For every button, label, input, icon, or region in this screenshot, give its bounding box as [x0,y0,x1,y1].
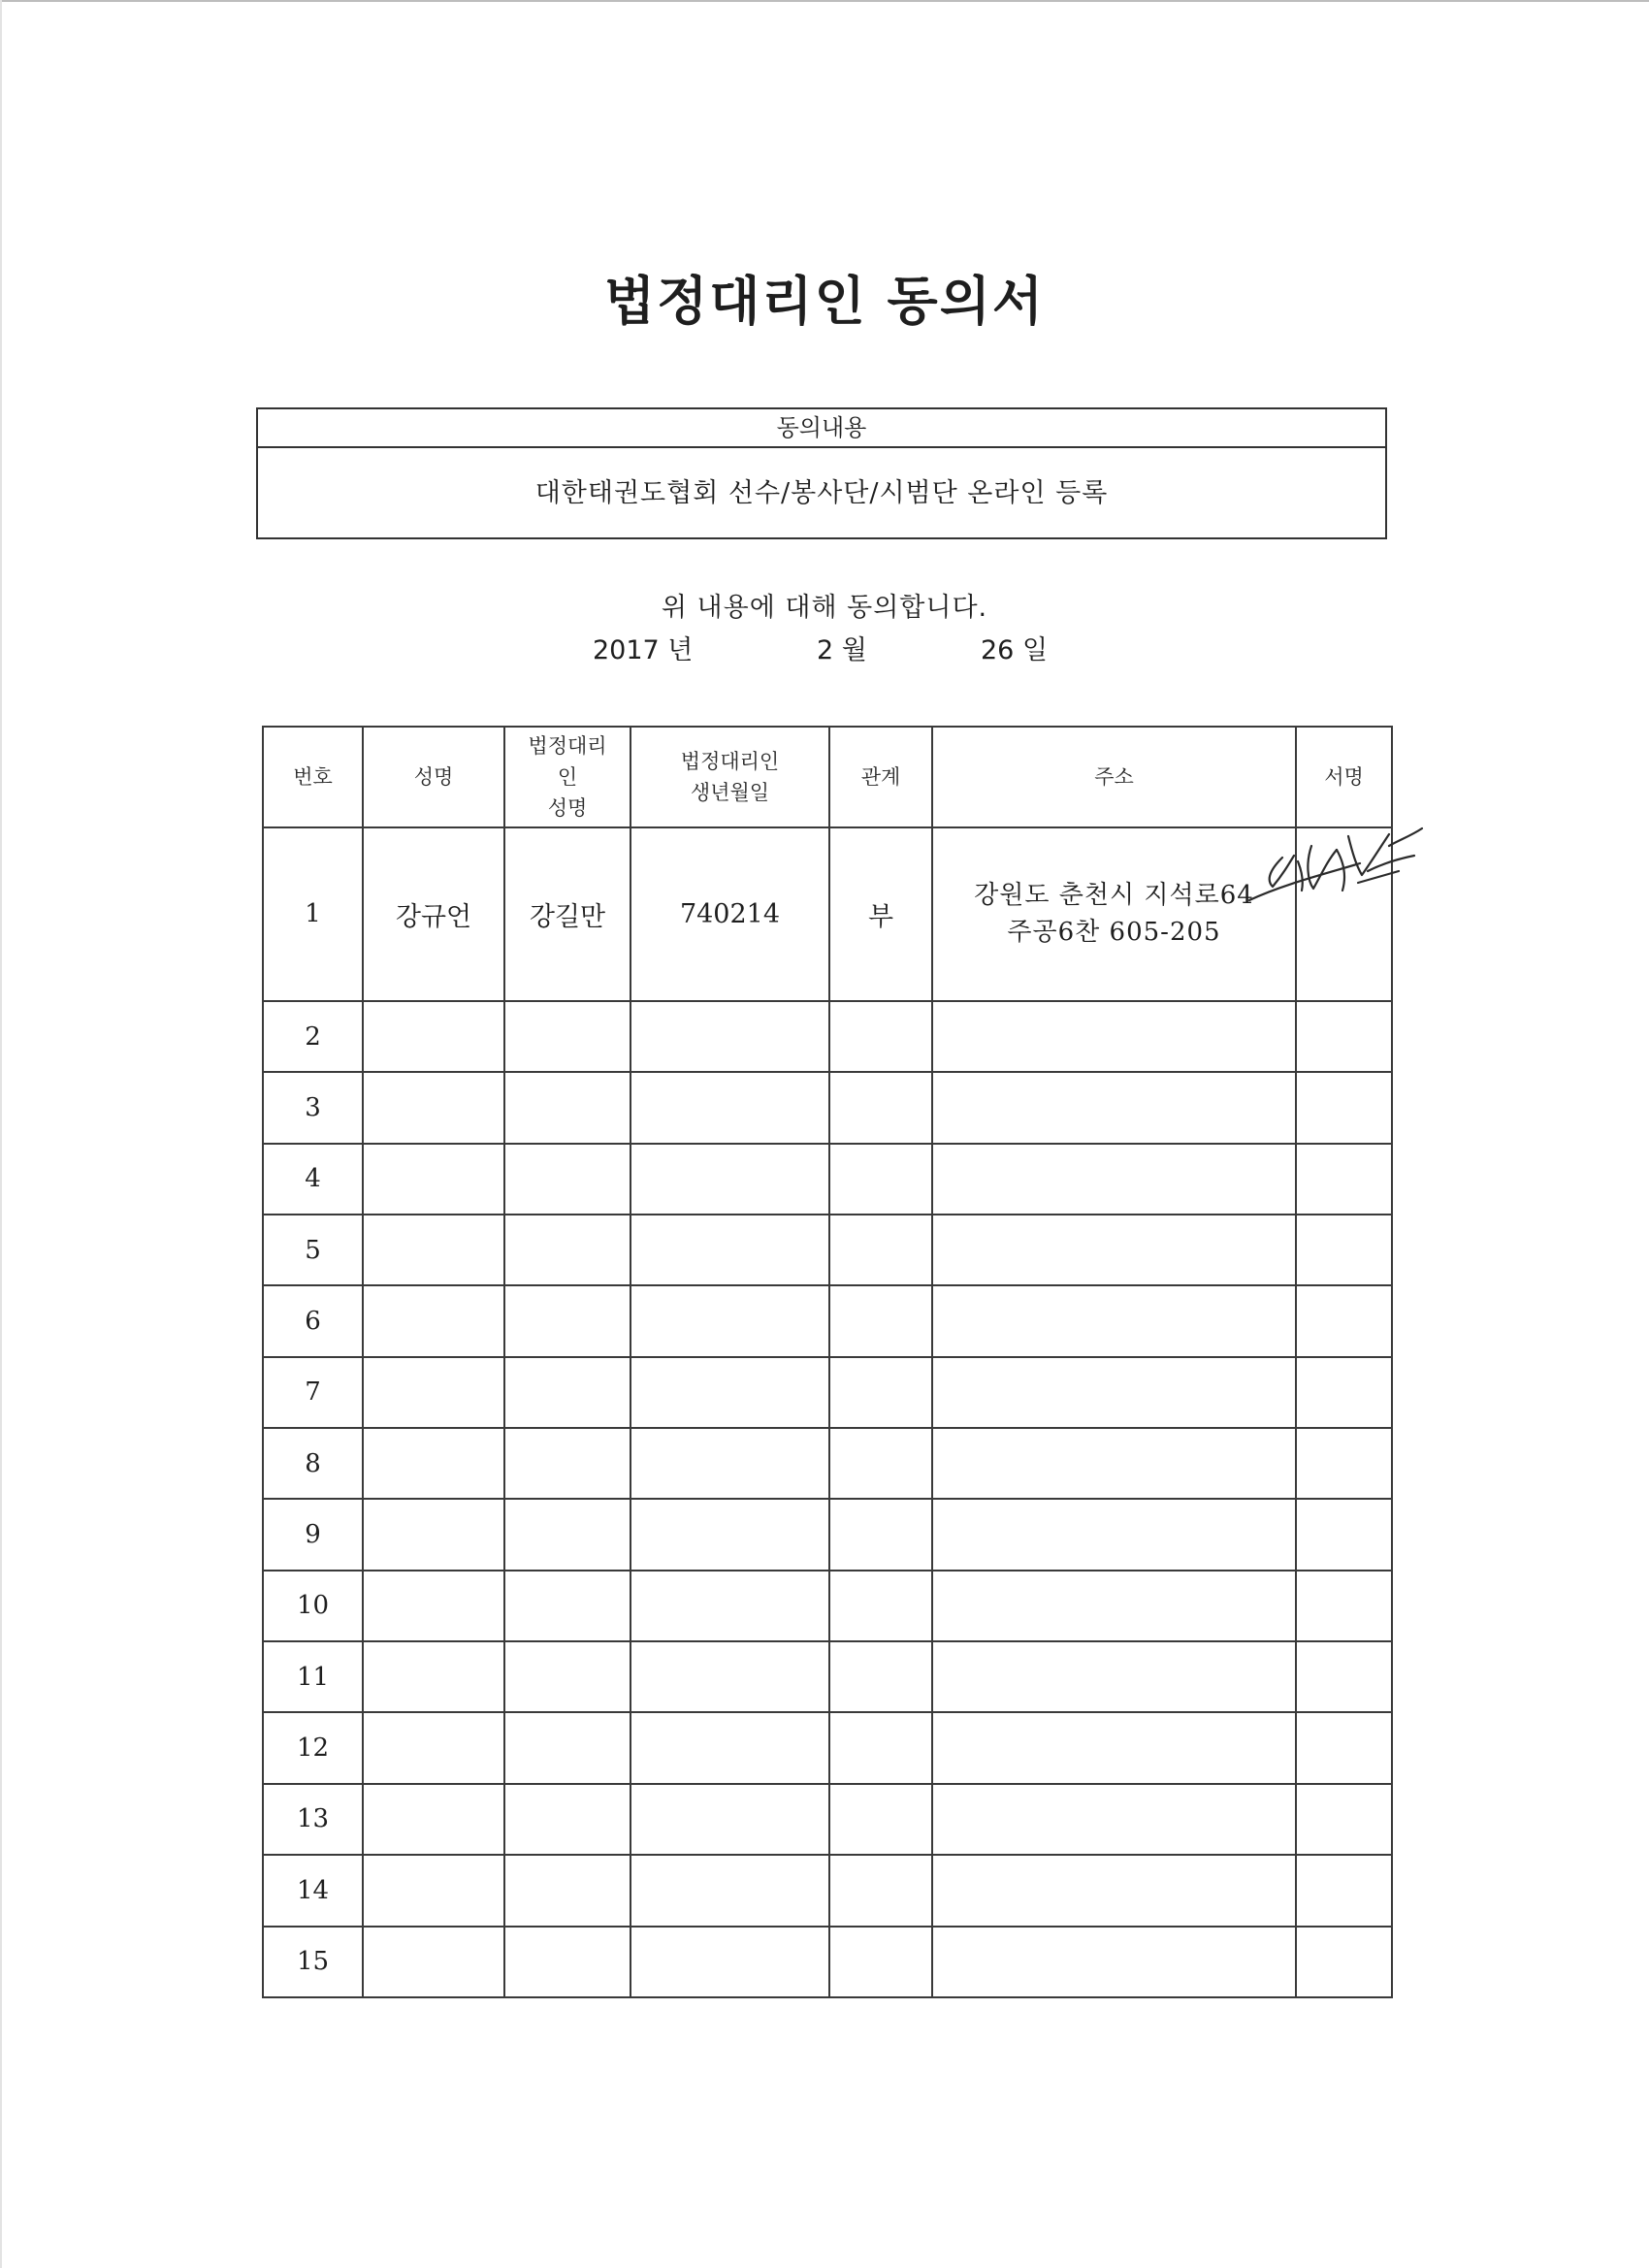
cell-name [363,1144,504,1215]
cell-relation [829,1285,932,1356]
cell-address [932,1285,1296,1356]
cell-number: 14 [263,1855,363,1926]
cell-relation [829,1499,932,1570]
consent-heading: 동의내용 [258,409,1385,448]
cell-guardian-birth [630,1855,829,1926]
guardian-table [262,726,1393,1998]
cell-guardian-name: 강길만 [504,827,630,1001]
cell-relation: 부 [829,827,932,1001]
cell-relation [829,1357,932,1428]
cell-number: 7 [263,1357,363,1428]
cell-guardian-birth [630,1784,829,1855]
cell-relation [829,1712,932,1783]
scan-edge-left [0,0,2,2268]
cell-signature [1296,1784,1392,1855]
cell-name [363,1499,504,1570]
cell-address [932,1428,1296,1499]
cell-guardian-birth [630,1144,829,1215]
scan-edge-top [0,0,1649,2]
cell-relation [829,1641,932,1712]
table-row [263,1855,1392,1926]
cell-signature [1296,1571,1392,1641]
cell-number: 1 [263,827,363,1001]
cell-address [932,1641,1296,1712]
header-no: 번호 [263,727,363,827]
cell-guardian-birth [630,1357,829,1428]
cell-name [363,1855,504,1926]
header-guardian-name [504,727,630,827]
cell-name [363,1428,504,1499]
cell-signature [1296,1499,1392,1570]
cell-signature [1296,1215,1392,1285]
cell-name [363,1072,504,1143]
cell-name [363,1784,504,1855]
cell-guardian-birth [630,1428,829,1499]
cell-guardian-name [504,1641,630,1712]
cell-name [363,1285,504,1356]
table-row [263,827,1392,1001]
cell-number: 11 [263,1641,363,1712]
cell-address [932,1499,1296,1570]
cell-guardian-name [504,1428,630,1499]
cell-number: 12 [263,1712,363,1783]
cell-relation [829,1428,932,1499]
header-guardian-name-line3: 성명 [547,796,588,820]
cell-relation [829,1215,932,1285]
header-guardian-birth-line1: 법정대리인 [680,750,780,773]
table-row [263,1571,1392,1641]
cell-relation [829,1784,932,1855]
cell-name [363,1001,504,1072]
table-row [263,1072,1392,1143]
cell-address [932,1144,1296,1215]
cell-guardian-name [504,1072,630,1143]
cell-guardian-birth [630,1571,829,1641]
cell-address [932,1712,1296,1783]
cell-signature [1296,1641,1392,1712]
cell-guardian-birth [630,1927,829,1998]
cell-name [363,1357,504,1428]
cell-address [932,1855,1296,1926]
document-title: 법정대리인 동의서 [603,271,1046,332]
table-header-row [263,727,1392,827]
cell-name [363,1712,504,1783]
cell-guardian-name [504,1712,630,1783]
cell-number: 10 [263,1571,363,1641]
cell-address [932,1072,1296,1143]
cell-signature [1296,1072,1392,1143]
cell-number: 2 [263,1001,363,1072]
consent-body: 대한태권도협회 선수/봉사단/시범단 온라인 등록 [534,478,1109,508]
cell-signature [1296,1144,1392,1215]
agreement-statement: 위 내용에 대해 동의합니다. [661,593,988,623]
cell-name [363,1927,504,1998]
cell-signature [1296,1357,1392,1428]
cell-relation [829,1001,932,1072]
date-day: 26 일 [981,635,1049,665]
cell-address [932,1784,1296,1855]
table-row [263,1215,1392,1285]
cell-number: 13 [263,1784,363,1855]
header-guardian-birth [630,727,829,827]
header-name: 성명 [363,727,504,827]
cell-number: 9 [263,1499,363,1570]
date-year: 2017 년 [593,635,694,665]
cell-guardian-birth [630,1499,829,1570]
cell-signature [1296,1285,1392,1356]
header-address: 주소 [932,727,1296,827]
cell-guardian-name [504,1285,630,1356]
table-row [263,1357,1392,1428]
cell-guardian-name [504,1571,630,1641]
cell-relation [829,1571,932,1641]
cell-address [932,1927,1296,1998]
cell-guardian-name [504,1357,630,1428]
cell-guardian-birth [630,1072,829,1143]
table-row [263,1144,1392,1215]
table-row [263,1428,1392,1499]
table-row [263,1499,1392,1570]
table-row [263,1927,1392,1998]
cell-guardian-birth [630,1001,829,1072]
cell-guardian-name [504,1499,630,1570]
cell-signature [1296,1712,1392,1783]
table-row [263,1001,1392,1072]
cell-guardian-name [504,1001,630,1072]
cell-address-line2: 주공6찬 605-205 [1007,918,1221,948]
header-relation: 관계 [829,727,932,827]
cell-guardian-birth [630,1285,829,1356]
cell-number: 6 [263,1285,363,1356]
cell-guardian-birth [630,1712,829,1783]
cell-relation [829,1927,932,1998]
cell-name [363,1215,504,1285]
cell-guardian-birth [630,1641,829,1712]
cell-guardian-birth [630,1215,829,1285]
cell-signature [1296,1855,1392,1926]
cell-number: 3 [263,1072,363,1143]
table-row [263,1784,1392,1855]
cell-relation [829,1855,932,1926]
cell-address [932,827,1296,1001]
cell-name [363,1641,504,1712]
cell-guardian-name [504,1784,630,1855]
cell-guardian-name [504,1927,630,1998]
cell-relation [829,1072,932,1143]
cell-number: 15 [263,1927,363,1998]
cell-guardian-name [504,1144,630,1215]
cell-relation [829,1144,932,1215]
header-guardian-name-line2: 인 [557,765,578,789]
header-guardian-name-line1: 법정대리 [528,734,607,758]
cell-signature [1296,1927,1392,1998]
cell-guardian-birth: 740214 [630,827,829,1001]
header-signature: 서명 [1296,727,1392,827]
cell-signature [1296,1001,1392,1072]
cell-signature [1296,827,1392,1001]
cell-guardian-name [504,1855,630,1926]
cell-name [363,1571,504,1641]
date-month: 2 월 [817,635,867,665]
cell-number: 4 [263,1144,363,1215]
cell-signature [1296,1428,1392,1499]
cell-address [932,1001,1296,1072]
table-row [263,1712,1392,1783]
cell-guardian-name [504,1215,630,1285]
cell-number: 5 [263,1215,363,1285]
table-row [263,1641,1392,1712]
cell-address [932,1357,1296,1428]
cell-address [932,1215,1296,1285]
cell-number: 8 [263,1428,363,1499]
header-guardian-birth-line2: 생년월일 [690,781,770,804]
cell-address [932,1571,1296,1641]
cell-name: 강규언 [363,827,504,1001]
table-row [263,1285,1392,1356]
cell-address-line1: 강원도 춘천시 지석로64 [974,881,1254,911]
consent-box [256,407,1387,539]
